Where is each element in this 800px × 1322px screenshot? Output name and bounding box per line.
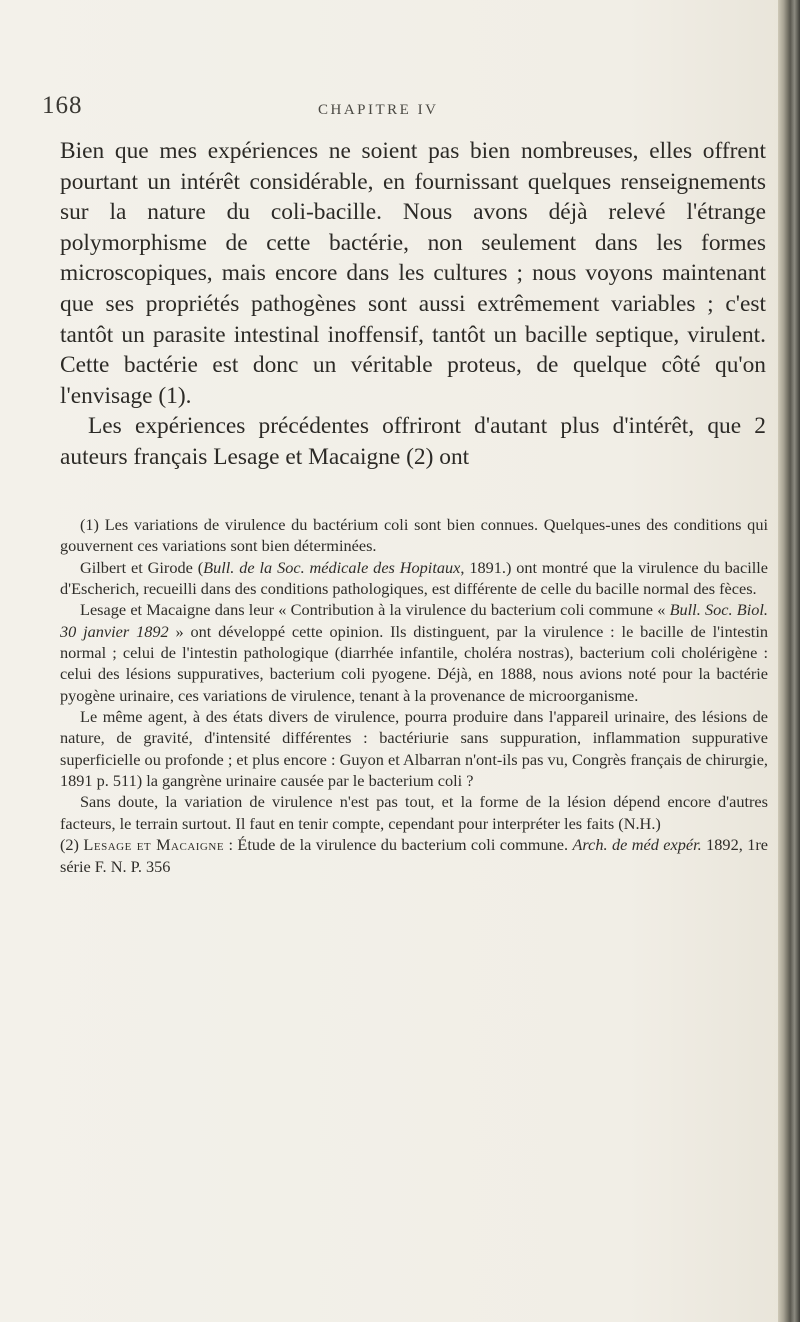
footnote-citation: Arch. de méd expér.	[572, 835, 702, 855]
footnote-1-paragraph: Le même agent, à des états divers de virulence, pourra produire dans l'appareil urinaire, des lésions de nature, de gravité, d'intensité différentes : bactériurie sans suppuration, inflammation suppurative superficielle ou profonde ; et plus encore : Guyon et Albarran n'ont-ils pas vu, Congrès français de chirurgie, 1891 p. 511) la gangrène urinaire causée par le bacterium coli ?	[60, 707, 768, 791]
footnote-text: » ont développé cette opinion. Ils distinguent, par la virulence : le bacille de l'intestin normal ; celui de l'intestin pathologique (diarrhée infantile, choléra nostras), bacterium coli cholérigène : celui des lésions suppuratives, bacterium coli pyogene. Déjà, en 1888, nous avions noté pour la bactérie pyogène urinaire, ces variations de virulence, tenant à la provenance de microorganisme.	[60, 621, 768, 705]
footnote-text: 1892, 1re série F. N. P. 356	[60, 835, 768, 876]
footnote-text: : Étude de la virulence du bacterium coli commune.	[224, 835, 573, 855]
footnote-text: , 1891.) ont montré que la virulence du bacille d'Escherich, recueilli dans des conditions pathologiques, est différente de celle du bacille normal des fèces.	[60, 557, 769, 599]
footnote-1-paragraph: (1) Les variations de virulence du bactérium coli sont bien connues. Quelques-unes des conditions qui gouvernent ces variations sont bien déterminées.	[60, 515, 768, 556]
footnote-citation: Bull. de la Soc. médicale des Hopitaux	[203, 557, 461, 577]
footnotes	[60, 514, 768, 877]
footnote-authors: Lesage et Macaigne	[83, 835, 225, 855]
footnote-text: Lesage et Macaigne dans leur « Contribution à la virulence du bacterium coli commune «	[80, 600, 670, 620]
page-number: 168	[42, 92, 83, 119]
page-edge-shadow	[778, 0, 800, 1322]
page-header	[0, 92, 782, 128]
footnote-2	[60, 834, 768, 877]
footnote-1-paragraph: Sans doute, la variation de virulence n'est pas tout, et la forme de la lésion dépend encore d'autres facteurs, le terrain surtout. Il faut en tenir compte, cependant pour interpréter les faits (N.H.)	[60, 792, 768, 833]
body-text	[60, 136, 766, 473]
running-head: CHAPITRE IV	[318, 102, 439, 118]
footnote-text: (2)	[60, 835, 84, 855]
footnote-1-paragraph	[60, 599, 768, 706]
body-paragraph: Bien que mes expériences ne soient pas bien nombreuses, elles offrent pourtant un intérêt considérable, en fournissant quelques renseignements sur la nature du coli-bacille. Nous avons déjà relevé l'étrange polymorphisme de cette bactérie, non seulement dans les formes microscopiques, mais encore dans les cultures ; nous voyons maintenant que ses propriétés pathogènes sont aussi extrêmement variables ; c'est tantôt un parasite intestinal inoffensif, tantôt un bacille septique, virulent. Cette bactérie est donc un véritable proteus, de quelque côté qu'on l'envisage (1).	[60, 138, 766, 409]
body-paragraph: Les expériences précédentes offriront d'autant plus d'intérêt, que 2 auteurs français Lesage et Macaigne (2) ont	[60, 413, 766, 470]
footnote-text: Gilbert et Girode (	[80, 557, 204, 577]
footnote-citation: Bull. Soc. Biol. 30 janvier 1892	[60, 600, 768, 641]
footnote-1-paragraph	[60, 557, 768, 600]
